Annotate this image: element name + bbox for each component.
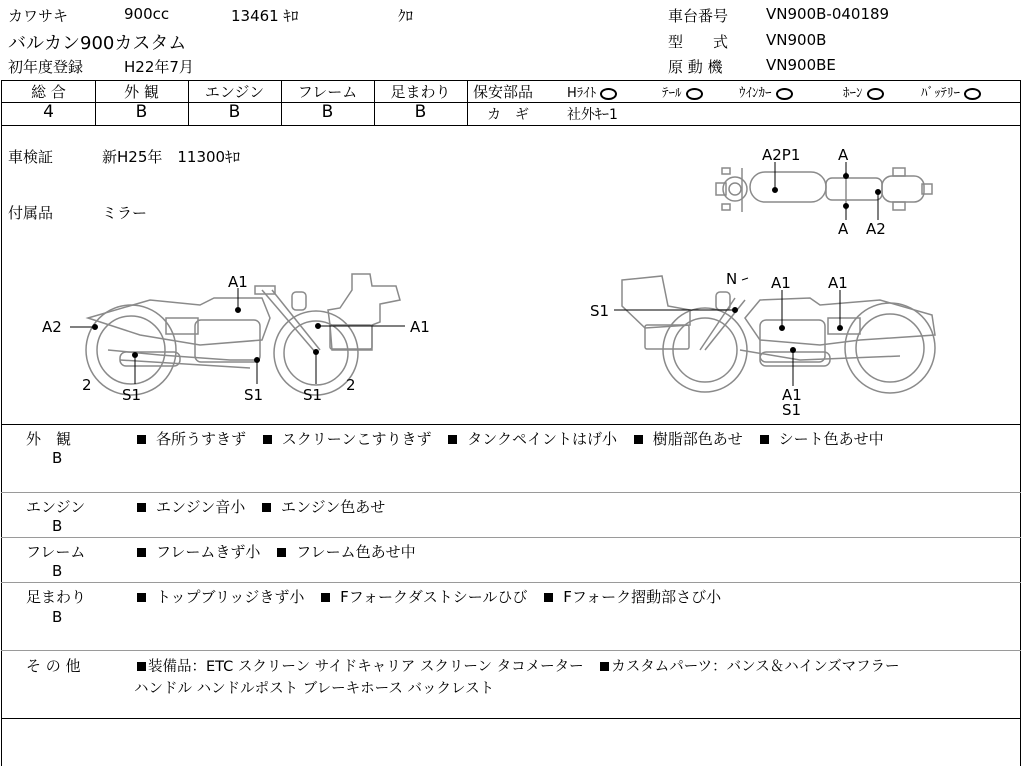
remark-item: カスタムパーツ：バンス＆ハインズマフラー (611, 659, 900, 675)
remark-item: シート色あせ中 (778, 430, 884, 448)
safety-item-winker (739, 82, 793, 101)
key-value: 社外ｷｰ1 (567, 107, 618, 123)
exterior-score-value: B (135, 102, 148, 122)
safety-item-label: ｳｲﾝｶｰ (739, 86, 772, 101)
remark-divider (1, 582, 1021, 583)
mark-label: 2 (82, 376, 92, 394)
remark-item: 各所うすきず (156, 430, 247, 448)
suspension-score-label: 足まわり (390, 83, 451, 101)
remark-item: Fフォークダストシールひび (340, 588, 528, 606)
remark-item: スクリーンこすりきず (281, 430, 432, 448)
mark-label: A1 (782, 386, 802, 404)
remarks-bottom-line (1, 718, 1021, 719)
remark-item: エンジン音小 (156, 498, 246, 516)
total-score-label: 総 合 (31, 83, 66, 101)
mark-label: A2P1 (762, 146, 801, 164)
bullet-square-icon (137, 662, 146, 671)
score-col-line (467, 80, 468, 125)
safety-item-horn (843, 82, 884, 101)
first-registration-label: 初年度登録 (8, 58, 84, 76)
safety-item-tail (662, 82, 703, 101)
accessories-label: 付属品 (8, 204, 54, 222)
bullet-square-icon (634, 435, 643, 444)
ok-circle-icon (686, 88, 703, 100)
mark-label: S1 (590, 302, 610, 320)
maker: カワサキ (8, 7, 69, 25)
remark-item: 樹脂部色あせ (652, 430, 743, 448)
bullet-square-icon (137, 503, 146, 512)
remark-divider (1, 650, 1021, 651)
remark-other-label: そ の 他 (26, 657, 81, 675)
motorcycle-diagram (0, 126, 1024, 424)
safety-item-headlight (567, 82, 617, 101)
mark-label: A1 (228, 273, 248, 291)
ok-circle-icon (600, 88, 617, 100)
remark-frame-text (137, 541, 428, 562)
remark-item: フレーム色あせ中 (296, 543, 416, 561)
mark-label: A1 (410, 318, 430, 336)
model-code-value: VN900B (766, 31, 827, 49)
ok-circle-icon (776, 88, 793, 100)
mark-label: S1 (122, 386, 142, 404)
mileage: 13461 ｷﾛ (231, 7, 299, 25)
remark-item: Fフォーク摺動部さび小 (563, 588, 722, 606)
mark-label: A2 (42, 318, 62, 336)
model-name: バルカン900カスタム (8, 33, 187, 54)
bullet-square-icon (760, 435, 769, 444)
mark-label: A1 (828, 274, 848, 292)
safety-item-label: ﾎｰﾝ (843, 86, 863, 101)
mark-label: 2 (346, 376, 356, 394)
mark-label: A2 (866, 220, 886, 238)
remark-engine-grade: B (52, 517, 63, 535)
remark-engine-text (137, 496, 397, 517)
bullet-square-icon (600, 662, 609, 671)
inspection-label: 車検証 (8, 148, 54, 166)
right-side-view-bike (622, 276, 935, 393)
exterior-score-label: 外 観 (124, 83, 159, 101)
model-code-label: 型 式 (668, 33, 729, 51)
remark-divider (1, 537, 1021, 538)
bullet-square-icon (137, 435, 146, 444)
safety-item-label: ﾃｰﾙ (662, 86, 682, 101)
remark-item: 装備品：ETC スクリーン サイドキャリア スクリーン タコメーター (148, 659, 584, 675)
frame-number-value: VN900B-040189 (766, 5, 890, 23)
remark-divider (1, 492, 1021, 493)
mark-label: A (838, 146, 849, 164)
frame-score-value: B (321, 102, 334, 122)
accessories-value: ミラー (102, 204, 148, 222)
bullet-square-icon (263, 435, 272, 444)
bullet-square-icon (262, 503, 271, 512)
bullet-square-icon (321, 593, 330, 602)
remark-suspension-grade: B (52, 608, 63, 626)
remark-item: タンクペイントはげ小 (467, 430, 617, 448)
remark-item: フレームきず小 (156, 543, 261, 561)
safety-item-label: Hﾗｲﾄ (567, 86, 597, 101)
frame-score-label: フレーム (297, 83, 358, 101)
engine-model-value: VN900BE (766, 56, 836, 74)
ok-circle-icon (867, 88, 884, 100)
mark-label: S1 (782, 401, 802, 419)
engine-score-value: B (228, 102, 241, 122)
ok-circle-icon (964, 88, 981, 100)
bullet-square-icon (137, 548, 146, 557)
bullet-square-icon (544, 593, 553, 602)
safety-item-battery (921, 82, 981, 101)
remark-other-text (137, 655, 912, 676)
total-score-value: 4 (43, 102, 54, 122)
remark-frame-label: フレーム (26, 543, 86, 561)
mark-label: S1 (303, 386, 323, 404)
remark-frame-grade: B (52, 562, 63, 580)
remark-other-text-line2: ハンドル ハンドルポスト ブレーキホース バックレスト (134, 681, 495, 697)
mark-label: A (838, 220, 849, 238)
suspension-score-value: B (414, 102, 427, 122)
safety-parts-label: 保安部品 (473, 83, 534, 101)
engine-score-label: エンジン (204, 83, 265, 101)
key-label: カ ギ (487, 107, 529, 123)
remark-item: エンジン色あせ (281, 498, 386, 516)
remark-exterior-text (137, 428, 896, 449)
bullet-square-icon (137, 593, 146, 602)
bullet-square-icon (448, 435, 457, 444)
mark-label: A1 (771, 274, 791, 292)
remark-suspension-label: 足まわり (26, 588, 87, 606)
remark-engine-label: エンジン (26, 498, 86, 516)
displacement: 900cc (124, 5, 170, 23)
inspection-value: 新H25年 11300ｷﾛ (102, 148, 241, 166)
frame-number-label: 車台番号 (668, 7, 729, 25)
diagram-bottom-line (1, 424, 1021, 425)
remark-exterior-label: 外 観 (26, 430, 72, 448)
remark-suspension-text (137, 586, 733, 607)
engine-model-label: 原 動 機 (668, 58, 723, 76)
remark-item: トップブリッジきず小 (156, 588, 305, 606)
bullet-square-icon (277, 548, 286, 557)
safety-divider (468, 102, 1021, 103)
first-registration-value: H22年7月 (124, 58, 194, 76)
remark-exterior-grade: B (52, 449, 63, 467)
mark-label: N (726, 270, 738, 288)
top-view-bike (716, 168, 932, 212)
mark-label: S1 (244, 386, 264, 404)
safety-item-label: ﾊﾞｯﾃﾘｰ (921, 86, 960, 101)
color: ｸﾛ (398, 7, 414, 25)
